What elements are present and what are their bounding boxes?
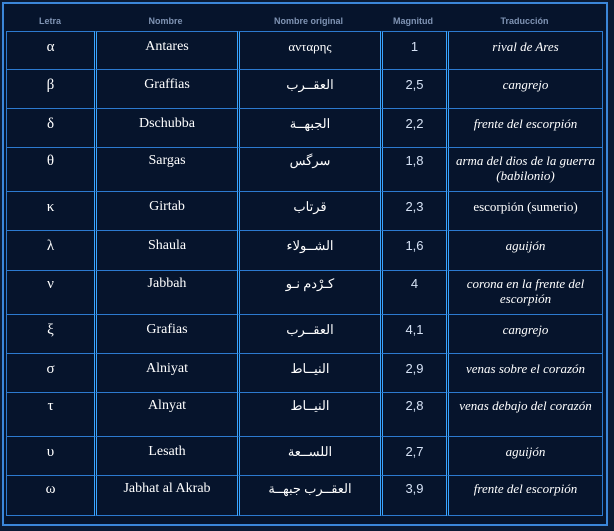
table-row	[6, 230, 603, 270]
cell-magnitud: 4	[380, 270, 446, 314]
cell-traduccion: venas sobre el corazón	[446, 353, 603, 392]
cell-traduccion: venas debajo del corazón	[446, 392, 603, 436]
cell-letra: ν	[6, 270, 94, 314]
cell-magnitud: 2,3	[380, 191, 446, 230]
cell-nombre: Grafias	[94, 314, 237, 353]
table-row	[6, 475, 603, 516]
cell-magnitud: 1,8	[380, 147, 446, 191]
table-row	[6, 108, 603, 147]
cell-nombre-original: الجبهــة	[237, 108, 380, 147]
cell-magnitud: 1	[380, 31, 446, 69]
cell-letra: δ	[6, 108, 94, 147]
cell-traduccion: arma del dios de la guerra (babilonio)	[446, 147, 603, 191]
cell-nombre: Alnyat	[94, 392, 237, 436]
cell-nombre: Shaula	[94, 230, 237, 270]
cell-traduccion: corona en la frente del escorpión	[446, 270, 603, 314]
cell-magnitud: 2,9	[380, 353, 446, 392]
table-row	[6, 436, 603, 475]
cell-letra: σ	[6, 353, 94, 392]
table-row	[6, 392, 603, 436]
header-row	[6, 11, 603, 31]
scorpius-stars-table	[6, 11, 603, 516]
cell-nombre-original: العقــرب	[237, 314, 380, 353]
table-row	[6, 353, 603, 392]
cell-magnitud: 2,8	[380, 392, 446, 436]
cell-nombre-original: كـرْدم نـو	[237, 270, 380, 314]
cell-letra: ξ	[6, 314, 94, 353]
cell-nombre-original: النيــاط	[237, 353, 380, 392]
header-magnitud: Magnitud	[393, 16, 433, 26]
cell-letra: κ	[6, 191, 94, 230]
cell-nombre-original: سرگس	[237, 147, 380, 191]
table-row	[6, 69, 603, 108]
cell-nombre: Dschubba	[94, 108, 237, 147]
cell-nombre: Graffias	[94, 69, 237, 108]
header-letra: Letra	[38, 16, 61, 26]
cell-letra: λ	[6, 230, 94, 270]
table-row	[6, 270, 603, 314]
header-nombre: Nombre	[148, 16, 183, 26]
cell-magnitud: 1,6	[380, 230, 446, 270]
cell-nombre-original: العقــرب	[237, 69, 380, 108]
cell-traduccion: escorpión (sumerio)	[446, 191, 603, 230]
cell-nombre: Sargas	[94, 147, 237, 191]
cell-magnitud: 3,9	[380, 475, 446, 516]
table-row	[6, 31, 603, 69]
cell-magnitud: 4,1	[380, 314, 446, 353]
cell-traduccion: rival de Ares	[446, 31, 603, 69]
cell-nombre: Girtab	[94, 191, 237, 230]
header-nombre-original: Nombre original	[273, 16, 343, 26]
cell-letra: β	[6, 69, 94, 108]
cell-magnitud: 2,5	[380, 69, 446, 108]
cell-nombre: Antares	[94, 31, 237, 69]
cell-nombre: Alniyat	[94, 353, 237, 392]
table-row	[6, 191, 603, 230]
cell-traduccion: aguijón	[446, 230, 603, 270]
cell-nombre: Lesath	[94, 436, 237, 475]
cell-letra: τ	[6, 392, 94, 436]
header-traduccion: Traducción	[500, 16, 549, 26]
cell-nombre-original: العقــرب جبهــة	[237, 475, 380, 516]
cell-nombre-original: ανταρης	[237, 31, 380, 69]
cell-magnitud: 2,2	[380, 108, 446, 147]
cell-letra: ω	[6, 475, 94, 516]
cell-traduccion: frente del escorpión	[446, 475, 603, 516]
cell-nombre-original: اللســعة	[237, 436, 380, 475]
cell-traduccion: aguijón	[446, 436, 603, 475]
cell-nombre-original: قرتاب	[237, 191, 380, 230]
cell-nombre-original: النيــاط	[237, 392, 380, 436]
cell-traduccion: cangrejo	[446, 69, 603, 108]
cell-letra: θ	[6, 147, 94, 191]
cell-letra: υ	[6, 436, 94, 475]
table-row	[6, 147, 603, 191]
cell-traduccion: cangrejo	[446, 314, 603, 353]
cell-nombre: Jabhat al Akrab	[94, 475, 237, 516]
cell-letra: α	[6, 31, 94, 69]
cell-magnitud: 2,7	[380, 436, 446, 475]
table-row	[6, 314, 603, 353]
cell-nombre: Jabbah	[94, 270, 237, 314]
cell-nombre-original: الشــولاء	[237, 230, 380, 270]
cell-traduccion: frente del escorpión	[446, 108, 603, 147]
